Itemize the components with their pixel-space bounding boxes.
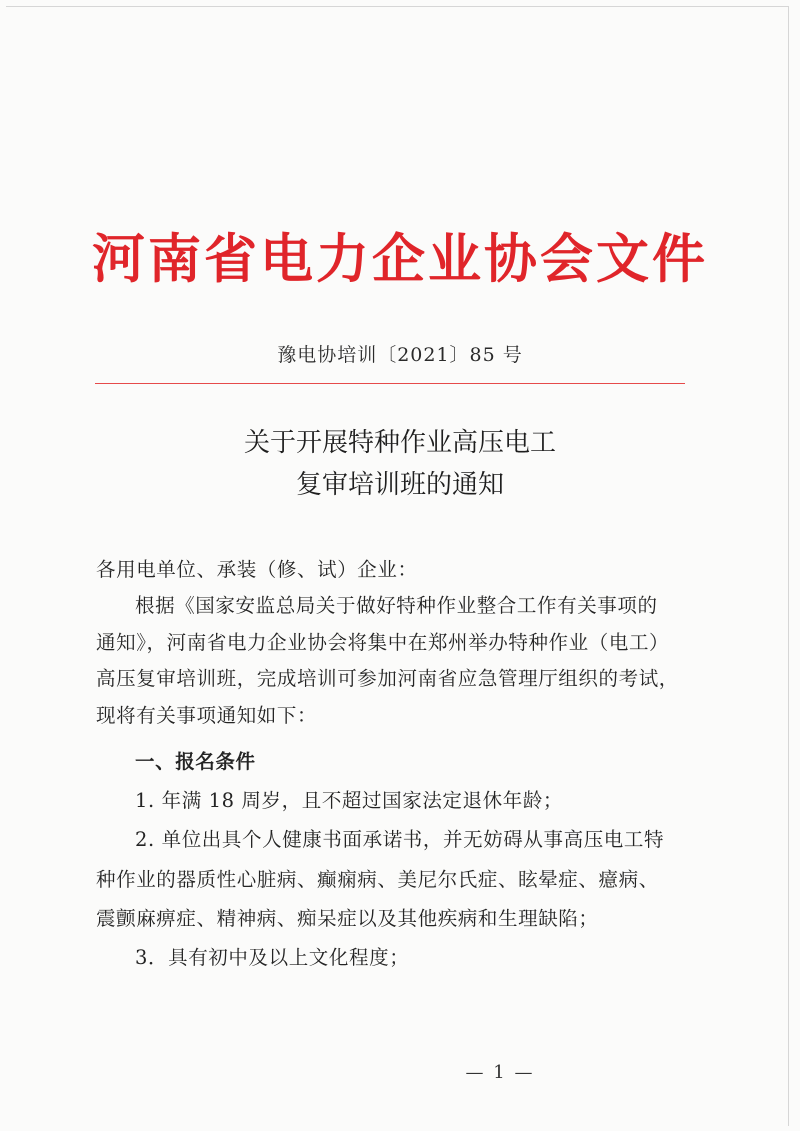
document-header-title: 河南省电力企业协会文件 <box>92 228 708 290</box>
page-number: — 1 — <box>465 1062 535 1083</box>
red-divider-line <box>95 383 685 384</box>
intro-line-2: 通知》，河南省电力企业协会将集中在郑州举办特种作业（电工） <box>96 631 670 654</box>
condition-item-2-line-1: 2. 单位出具个人健康书面承诺书，并无妨碍从事高压电工特 <box>135 828 665 851</box>
condition-item-3: 3．具有初中及以上文化程度； <box>135 946 410 969</box>
notice-title <box>0 422 800 506</box>
condition-item-2-line-2: 种作业的器质性心脏病、癫痫病、美尼尔氏症、眩晕症、癔病、 <box>96 868 659 891</box>
intro-line-1: 根据《国家安监总局关于做好特种作业整合工作有关事项的 <box>135 594 658 617</box>
section-heading-registration: 一、报名条件 <box>135 750 256 773</box>
notice-title-line-2: 复审培训班的通知 <box>295 470 504 500</box>
condition-item-1: 1. 年满 18 周岁，且不超过国家法定退休年龄； <box>135 789 564 812</box>
addressee: 各用电单位、承装（修、试）企业： <box>96 558 418 581</box>
notice-title-line-1: 关于开展特种作业高压电工 <box>243 428 556 458</box>
intro-line-4: 现将有关事项通知如下： <box>96 704 318 727</box>
document-number: 豫电协培训〔2021〕85 号 <box>277 344 523 366</box>
condition-item-2-line-3: 震颤麻痹症、精神病、痴呆症以及其他疾病和生理缺陷； <box>96 907 599 930</box>
intro-line-3: 高压复审培训班，完成培训可参加河南省应急管理厅组织的考试， <box>96 667 679 690</box>
